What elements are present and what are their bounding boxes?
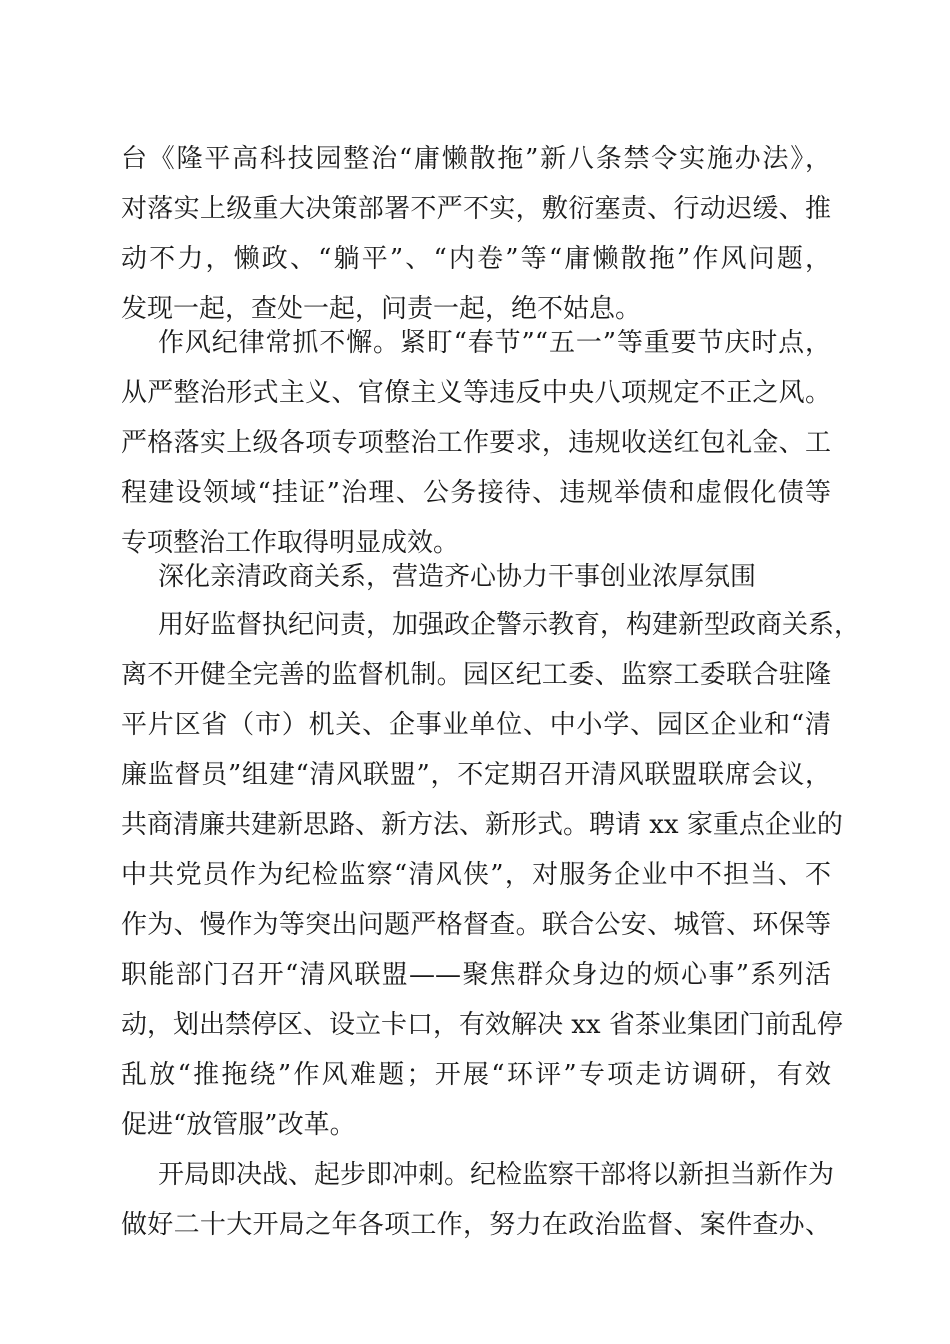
text-line: 程建设领域“挂证”治理、公务接待、违规举债和虚假化债等 xyxy=(121,478,831,508)
text-line: 台《隆平高科技园整治“庸懒散拖”新八条禁令实施办法》， xyxy=(121,144,831,174)
text-line: 作为、慢作为等突出问题严格督查。联合公安、城管、环保等 xyxy=(121,910,831,940)
paragraph-first-line: 开局即决战、起步即冲刺。纪检监察干部将以新担当新作为 xyxy=(158,1160,835,1190)
text-line: 乱放“推拖绕”作风难题；开展“环评”专项走访调研，有效 xyxy=(121,1060,831,1090)
text-line: 专项整治工作取得明显成效。 xyxy=(121,528,460,558)
text-line: 离不开健全完善的监督机制。园区纪工委、监察工委联合驻隆 xyxy=(121,660,831,690)
text-line: 做好二十大开局之年各项工作，努力在政治监督、案件查办、 xyxy=(121,1210,831,1240)
text-line: 促进“放管服”改革。 xyxy=(121,1110,356,1140)
text-line: 从严整治形式主义、官僚主义等违反中央八项规定不正之风。 xyxy=(121,378,831,408)
paragraph-first-line: 作风纪律常抓不懈。紧盯“春节”“五一”等重要节庆时点， xyxy=(158,328,831,358)
text-line: 廉监督员”组建“清风联盟”，不定期召开清风联盟联席会议， xyxy=(121,760,831,790)
text-line: 动，划出禁停区、设立卡口，有效解决 xx 省茶业集团门前乱停 xyxy=(121,1010,843,1040)
paragraph-first-line: 用好监督执纪问责，加强政企警示教育，构建新型政商关系， xyxy=(158,610,861,640)
text-line: 共商清廉共建新思路、新方法、新形式。聘请 xx 家重点企业的 xyxy=(121,810,843,840)
text-line: 严格落实上级各项专项整治工作要求，违规收送红包礼金、工 xyxy=(121,428,831,458)
text-line: 发现一起，查处一起，问责一起，绝不姑息。 xyxy=(121,294,642,324)
text-line: 职能部门召开“清风联盟——聚焦群众身边的烦心事”系列活 xyxy=(121,960,831,990)
text-line: 平片区省（市）机关、企事业单位、中小学、园区企业和“清 xyxy=(121,710,831,740)
text-line: 中共党员作为纪检监察“清风侠”，对服务企业中不担当、不 xyxy=(121,860,831,890)
text-line: 动不力，懒政、“躺平”、“内卷”等“庸懒散拖”作风问题， xyxy=(121,244,831,274)
text-line: 对落实上级重大决策部署不严不实，敷衍塞责、行动迟缓、推 xyxy=(121,194,831,224)
section-heading: 深化亲清政商关系，营造齐心协力干事创业浓厚氛围 xyxy=(158,562,757,592)
